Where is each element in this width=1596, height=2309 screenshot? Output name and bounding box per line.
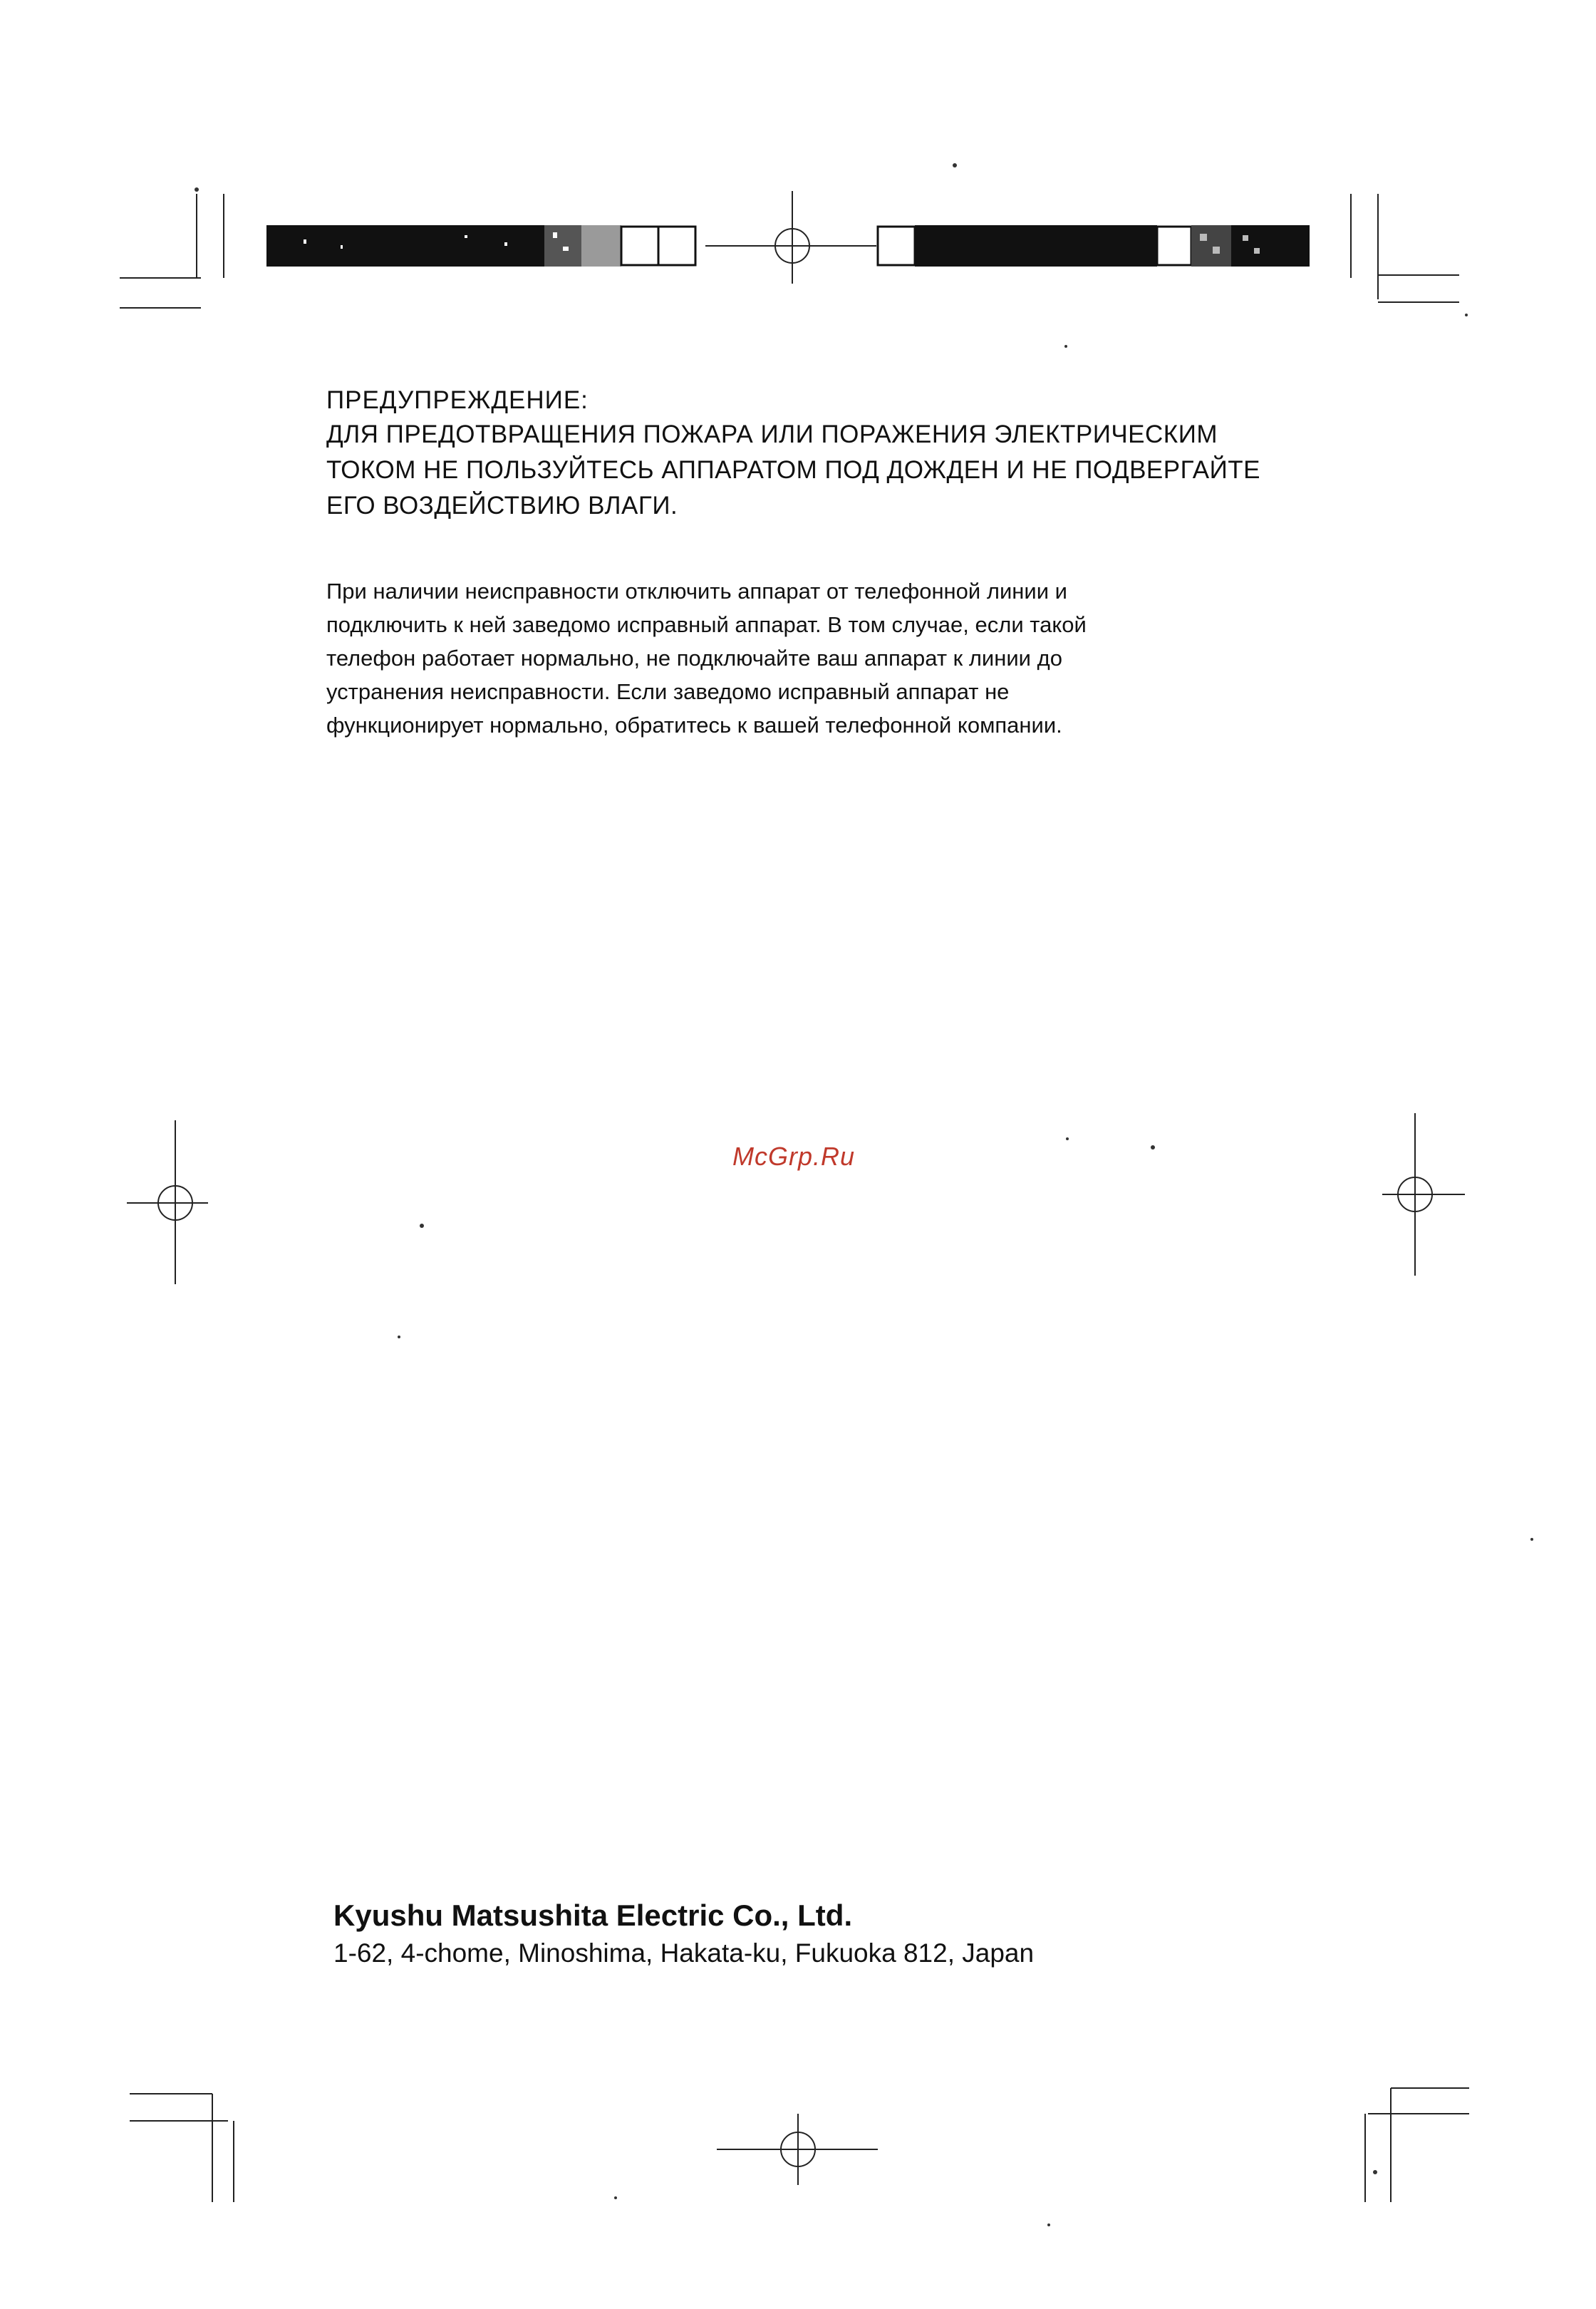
watermark: McGrp.Ru [732,1142,856,1171]
notice-line: телефон работает нормально, не подключайте ваш аппарат к линии до [326,646,1062,671]
registration-target-right [1382,1113,1465,1276]
color-bar-right [878,225,1310,267]
notice-line: функционирует нормально, обратитесь к вашей телефонной компании. [326,713,1062,738]
crop-mark-top-left [120,194,224,308]
company-name: Kyushu Matsushita Electric Co., Ltd. [333,1899,853,1932]
crop-mark-top-right [1351,194,1459,302]
crop-mark-bottom-left [130,2094,234,2202]
notice-line: подключить к ней заведомо исправный аппарат. В том случае, если такой [326,612,1087,637]
color-bar-left [266,225,695,267]
warning-line: ТОКОМ НЕ ПОЛЬЗУЙТЕСЬ АППАРАТОМ ПОД ДОЖДЕН И НЕ ПОДВЕРГАЙТЕ [326,456,1260,484]
warning-line: ЕГО ВОЗДЕЙСТВИЮ ВЛАГИ. [326,492,678,520]
crop-mark-bottom-right [1365,2088,1469,2202]
registration-target-top [705,191,876,284]
registration-target-left [127,1120,208,1284]
notice-line: При наличии неисправности отключить аппарат от телефонной линии и [326,579,1067,604]
registration-target-bottom [717,2114,878,2185]
warning-heading: ПРЕДУПРЕЖДЕНИЕ: [326,386,589,414]
notice-line: устранения неисправности. Если заведомо исправный аппарат не [326,679,1010,704]
company-address: 1-62, 4-chome, Minoshima, Hakata-ku, Fukuoka 812, Japan [333,1938,1035,1968]
warning-line: ДЛЯ ПРЕДОТВРАЩЕНИЯ ПОЖАРА ИЛИ ПОРАЖЕНИЯ ЭЛЕКТРИЧЕСКИМ [326,420,1218,448]
